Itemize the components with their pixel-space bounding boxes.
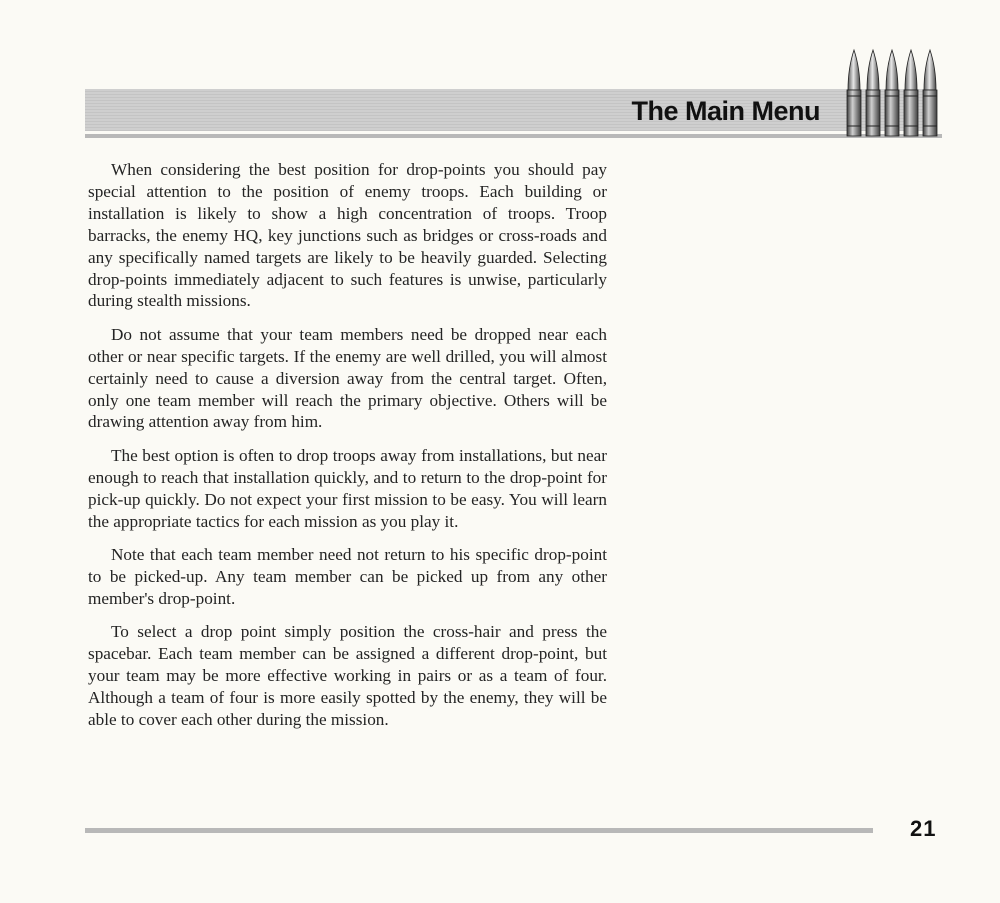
paragraph: When considering the best position for drop-points you should pay special attention to the position of enemy troops. Each building or installation is likely to show a high concentration of troops. Troop barracks, the enemy HQ, key junctions such as bridges or cross-roads and any specifically named targets are likely to be heavily guarded. Selecting drop-points immediately adjacent to such features is unwise, particularly during stealth missions. xyxy=(88,160,607,311)
header-rule xyxy=(85,134,942,138)
footer-rule xyxy=(85,828,873,833)
page-number: 21 xyxy=(910,816,937,841)
page-title: The Main Menu xyxy=(631,96,820,126)
paragraph: To select a drop point simply position the cross-hair and press the spacebar. Each team member can be assigned a different drop-point, but your team may be more effective working in pairs or as a team of four. Although a team of four is more easily spotted by the enemy, they will be able to cover each other during the mission. xyxy=(88,622,607,729)
bullets-icon xyxy=(845,48,943,138)
body-text xyxy=(88,159,607,742)
paragraph: Do not assume that your team members need be dropped near each other or near specific targets. If the enemy are well drilled, you will almost certainly need to cause a diversion away from the central target. Often, only one team member will reach the primary objective. Others will be drawing attention away from him. xyxy=(88,324,607,432)
paragraph: Note that each team member need not return to his specific drop-point to be picked-up. Any team member can be picked up from any other member's drop-point. xyxy=(88,545,607,608)
paragraph: The best option is often to drop troops away from installations, but near enough to reach that installation quickly, and to return to the drop-point for pick-up quickly. Do not expect your first mission to be easy. You will learn the appropriate tactics for each mission as you play it. xyxy=(88,445,607,531)
